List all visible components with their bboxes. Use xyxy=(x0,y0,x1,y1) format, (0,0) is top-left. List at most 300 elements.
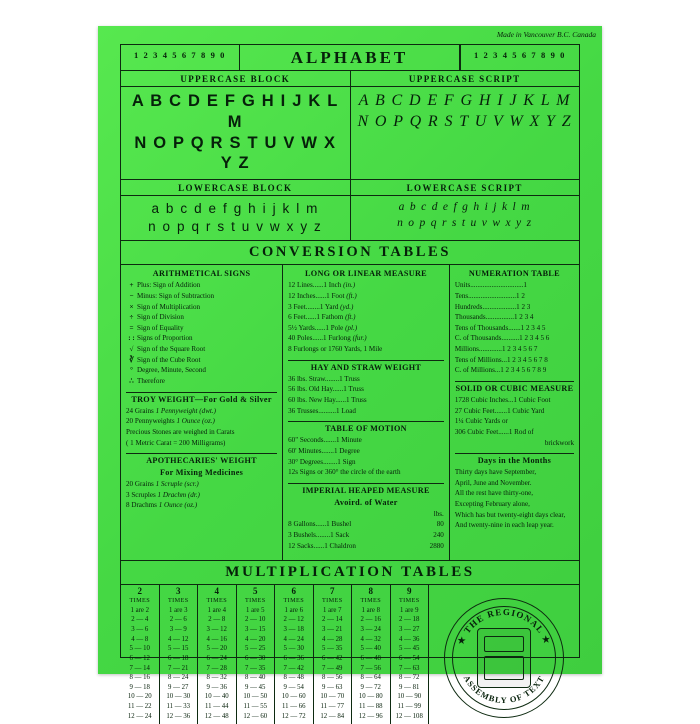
mult-number: 6 xyxy=(291,586,296,597)
lin-left: 6 Feet xyxy=(288,313,306,322)
heaped-measure-subheading: Avoird. of Water xyxy=(334,497,398,507)
cubic-left: 27 Cubic Feet xyxy=(454,406,495,415)
mult-row: 9 — 45 xyxy=(245,683,266,691)
lin-left: 12 Inches xyxy=(288,291,316,300)
mult-row: 9 — 81 xyxy=(399,683,420,691)
heap-val: 240 xyxy=(433,531,444,540)
list-item xyxy=(126,312,277,323)
cubic-measure-block xyxy=(455,381,574,448)
mult-row: 10 — 50 xyxy=(243,693,268,701)
cubic-continuation: brickwork xyxy=(544,438,574,447)
list-item: 60' Minutes.......1 Degree xyxy=(288,446,360,455)
header-right-numbers: 1 2 3 4 5 6 7 8 9 0 xyxy=(460,45,579,70)
mult-row: 2 — 16 xyxy=(360,616,381,624)
mult-row: 9 — 63 xyxy=(322,683,343,691)
list-item xyxy=(126,427,277,438)
mult-row: 4 — 12 xyxy=(168,635,189,643)
list-item xyxy=(126,355,277,366)
mult-row: 5 — 45 xyxy=(399,645,420,653)
list-item xyxy=(126,490,277,501)
multiplication-tables-title: MULTIPLICATION TABLES xyxy=(121,560,579,585)
hay-left: 36 lbs. Straw xyxy=(288,374,325,383)
mult-row: 4 — 16 xyxy=(206,635,227,643)
list-item: 36 Trusses..........1 Load xyxy=(288,406,356,415)
motion-left: 60" Seconds xyxy=(288,436,324,445)
lowercase-block-line-1: a b c d e f g h i j k l m xyxy=(151,201,320,217)
mult-times-label: TIMES xyxy=(360,597,382,605)
mult-row: 11 — 55 xyxy=(243,703,268,711)
list-item: Thirty days have September, xyxy=(454,468,537,477)
lin-right: 1 Fathom xyxy=(316,313,344,322)
hay-left: 36 Trusses xyxy=(288,406,319,415)
mult-row: 12 — 36 xyxy=(166,712,191,720)
mult-row: 7 — 14 xyxy=(129,664,150,672)
troy-note-1: Precious Stones are weighed in Carats xyxy=(126,427,235,436)
num-right: 1 2 3 4 5 6 7 8 9 xyxy=(500,366,547,375)
list-item xyxy=(288,344,444,355)
uppercase-block-line-1: A B C D E F G H I J K L M xyxy=(131,92,339,131)
list-item: 40 Poles......1 Furlong (fur.) xyxy=(288,334,367,343)
mult-row: 3 — 24 xyxy=(360,626,381,633)
num-left: Units xyxy=(454,281,471,290)
list-item xyxy=(126,323,277,334)
card-page xyxy=(98,26,602,720)
mult-row: 9 — 18 xyxy=(129,683,150,691)
mult-row: 3 — 9 xyxy=(169,626,187,633)
motion-right: 1 Degree xyxy=(333,446,360,455)
heap-right: 1 Chaldron xyxy=(324,541,356,550)
mult-row: 4 — 20 xyxy=(245,635,266,643)
mult-row: 1 are 3 xyxy=(169,606,188,614)
sign-glyph: ∛ xyxy=(129,355,134,364)
hay-right: 1 Truss xyxy=(339,374,360,383)
mult-times-label: TIMES xyxy=(206,597,228,605)
list-item xyxy=(126,479,277,490)
mult-row: 5 — 10 xyxy=(129,645,150,653)
sign-label: Plus: Sign of Addition xyxy=(137,281,201,290)
list-item: 3 Feet........1 Yard (yd.) xyxy=(288,302,354,311)
apothecaries-heading: APOTHECARIES' WEIGHT xyxy=(126,453,277,467)
mult-row: 1 are 2 xyxy=(130,606,149,614)
list-item: 30° Degrees........1 Sign xyxy=(288,457,356,466)
mult-column-6 xyxy=(274,585,313,724)
sign-label: Sign of the Cube Root xyxy=(137,355,201,364)
num-right: 1 xyxy=(523,281,527,290)
troy-weight-heading: TROY WEIGHT—For Gold & Silver xyxy=(126,392,277,406)
conversion-column-2 xyxy=(282,265,449,560)
hay-right: 1 Truss xyxy=(345,395,367,404)
apoth-right: 1 Ounce (oz.) xyxy=(158,501,198,510)
lin-left: 8 Furlongs or 1760 Yards, 1 Mile xyxy=(288,345,383,354)
motion-note: 12s Signs or 360° the circle of the earth xyxy=(288,468,401,477)
uppercase-block-line-2: N O P Q R S T U V W X Y Z xyxy=(134,133,337,173)
num-right: 1 2 3 4 xyxy=(513,313,534,322)
mult-row: 2 — 8 xyxy=(208,616,226,624)
lin-abbr: (pl.) xyxy=(345,323,358,332)
mult-number: 4 xyxy=(214,586,219,597)
list-item: 306 Cubic Feet......1 Rod of xyxy=(454,427,534,436)
troy-right: 1 Ounce (oz.) xyxy=(176,417,215,426)
mult-row: 10 — 40 xyxy=(204,693,229,701)
mult-row: 12 — 72 xyxy=(281,712,306,720)
hay-straw-heading: HAY AND STRAW WEIGHT xyxy=(288,360,444,374)
sign-label: Therefore xyxy=(137,376,165,385)
lin-abbr: (in.) xyxy=(343,281,356,290)
num-left: Millions xyxy=(454,345,479,354)
mult-row: 10 — 90 xyxy=(397,693,422,701)
apoth-left: 8 Drachms xyxy=(126,501,157,510)
mult-row: 12 — 48 xyxy=(204,712,229,720)
list-item xyxy=(126,344,277,355)
numeration-table-block xyxy=(455,268,574,376)
num-left: Tens of Millions xyxy=(454,355,502,364)
mult-row: 1 are 5 xyxy=(246,606,265,614)
heap-val: 80 xyxy=(436,520,444,529)
card-frame xyxy=(120,44,580,720)
apoth-right: 1 Drachm (dr.) xyxy=(157,490,200,499)
mult-row: 4 — 32 xyxy=(360,635,381,643)
arithmetical-signs-heading: ARITHMETICAL SIGNS xyxy=(152,269,251,279)
mult-row: 12 — 60 xyxy=(243,712,268,720)
conversion-column-1 xyxy=(121,265,282,560)
arithmetical-signs-block xyxy=(126,268,277,386)
mult-row: 10 — 80 xyxy=(358,693,383,701)
mult-row: 3 — 6 xyxy=(131,626,149,633)
lin-right: 1 Furlong xyxy=(323,334,351,343)
mult-row: 12 — 24 xyxy=(127,712,152,720)
mult-row: 11 — 99 xyxy=(397,703,422,711)
mult-row: 2 — 12 xyxy=(283,616,304,624)
lin-right: 1 Foot xyxy=(326,291,345,300)
num-right: 1 2 3 4 5 6 xyxy=(519,334,550,343)
conversion-tables-title: CONVERSION TABLES xyxy=(121,241,579,265)
header-left-numbers: 1 2 3 4 5 6 7 8 9 0 xyxy=(133,50,227,60)
list-item: Millions.............1 2 3 4 5 6 7 xyxy=(454,345,538,354)
seal-text xyxy=(445,599,563,717)
list-item xyxy=(126,406,277,417)
lin-left: 12 Lines xyxy=(288,281,313,290)
mult-row: 11 — 22 xyxy=(127,703,152,711)
mult-row: 8 — 56 xyxy=(322,674,343,682)
mult-row: 9 — 72 xyxy=(360,683,381,691)
mult-column-5 xyxy=(236,585,275,724)
sign-label: Signs of Proportion xyxy=(137,334,193,343)
uppercase-script-cell xyxy=(350,87,580,179)
troy-left: 24 Grains xyxy=(126,406,154,415)
sign-label: Sign of Division xyxy=(137,313,184,322)
mult-row: 8 — 48 xyxy=(283,674,304,682)
num-right: 1 2 3 4 5 6 7 8 xyxy=(506,355,548,364)
mult-row: 5 — 40 xyxy=(360,645,381,653)
mult-row: 8 — 72 xyxy=(399,674,420,682)
mult-row: 7 — 56 xyxy=(360,664,381,672)
list-item xyxy=(288,467,444,478)
mult-row: 10 — 20 xyxy=(127,693,152,701)
label-lowercase-block: LOWERCASE BLOCK xyxy=(178,183,293,194)
mult-row: 1 are 6 xyxy=(284,606,303,614)
apoth-left: 3 Scruples xyxy=(126,490,156,499)
motion-right: 1 Sign xyxy=(337,457,356,466)
lin-abbr: (ft.) xyxy=(345,313,356,322)
heap-right: 1 Sack xyxy=(330,531,350,540)
uppercase-script-line-2: N O P Q R S T U V W X Y Z xyxy=(357,112,573,130)
list-item xyxy=(126,438,277,449)
mult-row: 11 — 33 xyxy=(166,703,191,711)
heaped-measure-heading: IMPERIAL HEAPED MEASURE xyxy=(288,483,444,497)
lin-abbr: (ft.) xyxy=(346,291,357,300)
lin-right: 1 Inch xyxy=(323,281,342,290)
mult-row: 1 are 8 xyxy=(361,606,380,614)
motion-left: 30° Degrees xyxy=(288,457,324,466)
mult-row: 6 — 42 xyxy=(322,654,343,662)
list-item: 56 lbs. Old Hay......1 Truss xyxy=(288,385,364,394)
label-uppercase-block: UPPERCASE BLOCK xyxy=(180,74,291,84)
mult-row: 2 — 6 xyxy=(169,616,187,624)
sign-glyph: + xyxy=(129,281,134,290)
mult-row: 3 — 18 xyxy=(283,626,304,633)
mult-row: 11 — 77 xyxy=(320,703,345,711)
troy-left: 20 Pennyweights xyxy=(126,417,175,426)
mult-row: 7 — 28 xyxy=(206,664,227,672)
mult-column-4 xyxy=(197,585,236,724)
mult-row: 7 — 42 xyxy=(283,664,304,672)
list-item: 36 lbs. Straw........1 Truss xyxy=(288,374,360,383)
lin-left: 40 Poles xyxy=(288,334,313,343)
list-item: 5½ Yards......1 Pole (pl.) xyxy=(288,323,358,332)
sign-label: Sign of the Square Root xyxy=(137,345,206,354)
seal-cell xyxy=(428,585,579,724)
uppercase-subheader-row xyxy=(121,71,579,87)
list-item xyxy=(126,302,277,313)
list-item: All the rest have thirty-one, xyxy=(454,489,534,498)
mult-row: 1 are 9 xyxy=(400,606,419,614)
mult-row: 4 — 28 xyxy=(322,635,343,643)
cubic-right: 1 Rod of xyxy=(508,427,534,436)
mult-times-label: TIMES xyxy=(167,597,189,605)
mult-row: 6 — 54 xyxy=(399,654,420,662)
mult-row: 3 — 12 xyxy=(206,626,227,633)
mult-row: 6 — 12 xyxy=(129,654,150,662)
troy-note-2: ( 1 Metric Carat = 200 Milligrams) xyxy=(126,438,226,447)
sign-label: Minus: Sign of Subtraction xyxy=(137,291,215,300)
label-lowercase-script: LOWERCASE SCRIPT xyxy=(350,180,580,195)
list-item: 12 Lines......1 Inch (in.) xyxy=(288,281,356,290)
days-in-months-heading: Days in the Months xyxy=(455,453,574,467)
mult-row: 10 — 70 xyxy=(320,693,345,701)
mult-times-label: TIMES xyxy=(129,597,151,605)
apothecaries-subheading: For Mixing Medicines xyxy=(159,468,244,478)
mult-row: 8 — 64 xyxy=(360,674,381,682)
mult-row: 5 — 25 xyxy=(245,645,266,653)
list-item: Units..............................1 xyxy=(454,281,527,290)
mult-row: 1 are 7 xyxy=(323,606,342,614)
mult-column-3 xyxy=(159,585,198,724)
hay-left: 56 lbs. Old Hay xyxy=(288,385,333,394)
mult-row: 12 — 84 xyxy=(320,712,345,720)
page-title: ALPHABET xyxy=(239,45,460,70)
list-item: Tens of Millions...1 2 3 4 5 6 7 8 xyxy=(454,355,548,364)
motion-left: 60' Minutes xyxy=(288,446,322,455)
table-of-motion-block xyxy=(288,421,444,478)
mult-column-8 xyxy=(351,585,390,724)
mult-row: 6 — 30 xyxy=(245,654,266,662)
apoth-right: 1 Scruple (scr.) xyxy=(155,480,199,489)
mult-row: 12 — 108 xyxy=(395,712,423,720)
lin-right: 1 Yard xyxy=(319,302,339,311)
hay-straw-weight-block xyxy=(288,360,444,417)
list-item: Tens of Thousands.......1 2 3 4 5 xyxy=(454,323,546,332)
lowercase-script-line-2: n o p q r s t u v w x y z xyxy=(397,216,533,229)
mult-row: 11 — 66 xyxy=(281,703,306,711)
mult-row: 8 — 16 xyxy=(129,674,150,682)
lin-left: 3 Feet xyxy=(288,302,306,311)
list-item: 8 Gallons......1 Bushel 80 xyxy=(288,520,444,529)
mult-times-label: TIMES xyxy=(283,597,305,605)
list-item: Hundreds...................1 2 3 xyxy=(454,302,531,311)
linear-measure-block xyxy=(288,268,444,354)
mult-row: 6 — 36 xyxy=(283,654,304,662)
days-in-months-block xyxy=(455,453,574,531)
mult-row: 8 — 32 xyxy=(206,674,227,682)
mult-number: 5 xyxy=(253,586,258,597)
list-item: 12 Sacks......1 Chaldron 2880 xyxy=(288,541,444,550)
cubic-left: 306 Cubic Feet xyxy=(454,427,499,436)
list-item: 6 Feet......1 Fathom (ft.) xyxy=(288,313,356,322)
list-item xyxy=(126,376,277,387)
uppercase-row xyxy=(121,87,579,180)
num-right: 1 2 3 4 5 xyxy=(520,323,546,332)
mult-row: 5 — 20 xyxy=(206,645,227,653)
mult-column-9 xyxy=(390,585,429,724)
mult-row: 4 — 36 xyxy=(399,635,420,643)
sign-glyph: √ xyxy=(129,345,134,354)
sign-glyph: ÷ xyxy=(129,313,134,322)
lowercase-block-cell xyxy=(121,196,350,240)
uppercase-block-cell xyxy=(121,87,350,179)
num-left: C. of Millions xyxy=(454,366,495,375)
mult-row: 1 are 4 xyxy=(207,606,226,614)
list-item: 1728 Cubic Inches...1 Cubic Foot xyxy=(454,395,551,404)
list-item: Which has but twenty-eight days clear, xyxy=(454,510,566,519)
lin-abbr: (fur.) xyxy=(352,334,367,343)
list-item: Tens...........................1 2 xyxy=(454,291,525,300)
apothecaries-weight-block xyxy=(126,453,277,511)
mult-row: 10 — 60 xyxy=(281,693,306,701)
table-of-motion-heading: TABLE OF MOTION xyxy=(288,421,444,435)
mult-row: 2 — 10 xyxy=(245,616,266,624)
lin-right: 1 Pole xyxy=(325,323,344,332)
mult-row: 2 — 14 xyxy=(322,616,343,624)
list-item: 60 lbs. New Hay......1 Truss xyxy=(288,395,367,404)
hay-right: 1 Truss xyxy=(343,385,364,394)
sign-glyph: × xyxy=(129,302,134,311)
list-item xyxy=(455,416,574,427)
mult-number: 7 xyxy=(330,586,335,597)
linear-measure-heading: LONG OR LINEAR MEASURE xyxy=(305,269,427,279)
list-item: C. of Thousands..........1 2 3 4 5 6 xyxy=(454,334,550,343)
list-item: Excepting February alone, xyxy=(454,500,530,509)
mult-row: 3 — 21 xyxy=(322,626,343,633)
mult-row: 11 — 88 xyxy=(358,703,383,711)
mult-times-label: TIMES xyxy=(398,597,420,605)
mult-row: 8 — 40 xyxy=(245,674,266,682)
cubic-measure-heading: SOLID OR CUBIC MEASURE xyxy=(455,381,574,395)
list-item xyxy=(126,291,277,302)
multiplication-columns xyxy=(121,585,579,724)
sign-label: Sign of Multiplication xyxy=(137,302,201,311)
imperial-heaped-measure-block xyxy=(288,483,444,552)
troy-weight-block xyxy=(126,392,277,449)
list-item: Thousands................1 2 3 4 xyxy=(454,313,534,322)
footer-origin: Made in Vancouver B.C. Canada xyxy=(496,30,596,39)
sign-glyph: − xyxy=(129,291,134,300)
mult-row: 2 — 18 xyxy=(399,616,420,624)
mult-row: 5 — 30 xyxy=(283,645,304,653)
mult-row: 7 — 63 xyxy=(399,664,420,672)
lowercase-script-line-1: a b c d e f g h i j k l m xyxy=(398,201,531,214)
mult-row: 8 — 24 xyxy=(168,674,189,682)
cubic-right: 1 Cubic Foot xyxy=(513,395,551,404)
mult-number: 3 xyxy=(176,586,181,597)
lin-abbr: (yd.) xyxy=(340,302,354,311)
troy-right: 1 Pennyweight (dwt.) xyxy=(155,406,217,415)
num-left: C. of Thousands xyxy=(454,334,502,343)
sign-label: Degree, Minute, Second xyxy=(137,366,206,375)
mult-row: 6 — 48 xyxy=(360,654,381,662)
mult-row: 9 — 27 xyxy=(168,683,189,691)
num-left: Tens of Thousands xyxy=(454,323,509,332)
list-item xyxy=(126,365,277,376)
lowercase-row xyxy=(121,196,579,241)
cubic-left: 1728 Cubic Inches xyxy=(454,395,509,404)
mult-number: 2 xyxy=(137,586,142,597)
num-left: Hundreds xyxy=(454,302,483,311)
seal-bottom-text: ASSEMBLY OF TEXT xyxy=(461,673,547,705)
mult-times-label: TIMES xyxy=(321,597,343,605)
mult-row: 4 — 24 xyxy=(283,635,304,643)
cubic-right: 1 Cubic Yard xyxy=(507,406,545,415)
num-right: 1 2 3 xyxy=(516,302,531,311)
mult-row: 6 — 18 xyxy=(168,654,189,662)
sign-label: Sign of Equality xyxy=(137,323,184,332)
mult-row: 11 — 44 xyxy=(204,703,229,711)
list-item xyxy=(126,500,277,511)
mult-column-2 xyxy=(121,585,159,724)
num-left: Tens xyxy=(454,291,469,300)
list-item xyxy=(126,416,277,427)
list-item: 3 Bushels........1 Sack 240 xyxy=(288,531,444,540)
heap-val: 2880 xyxy=(429,541,444,550)
sign-glyph: ° xyxy=(130,366,133,375)
heap-left: 3 Bushels xyxy=(288,531,316,540)
conversion-columns xyxy=(121,265,579,560)
lowercase-subheader-row xyxy=(121,180,579,196)
label-uppercase-script: UPPERCASE SCRIPT xyxy=(350,71,580,86)
hay-right: 1 Load xyxy=(336,406,356,415)
sign-glyph: ∴ xyxy=(129,376,134,385)
heap-left: 12 Sacks xyxy=(288,541,314,550)
seal-top-text: ★ THE REGIONAL ★ xyxy=(455,606,553,646)
mult-row: 9 — 36 xyxy=(206,683,227,691)
mult-row: 4 — 8 xyxy=(131,635,149,643)
mult-row: 7 — 49 xyxy=(322,664,343,672)
list-item: 12 Inches......1 Foot (ft.) xyxy=(288,291,357,300)
mult-number: 9 xyxy=(407,586,412,597)
list-item: C. of Millions...1 2 3 4 5 6 7 8 9 xyxy=(454,366,547,375)
apoth-left: 20 Grains xyxy=(126,480,154,489)
mult-column-7 xyxy=(313,585,352,724)
mult-times-label: TIMES xyxy=(244,597,266,605)
